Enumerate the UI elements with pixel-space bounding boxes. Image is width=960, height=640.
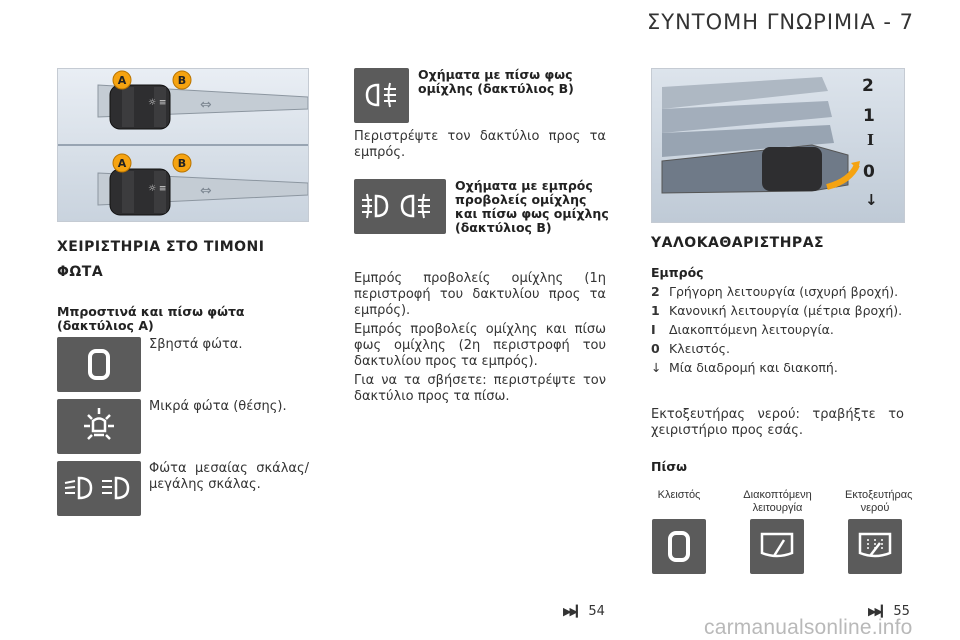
sidelights-text: Μικρά φώτα (θέσης). [149,399,287,414]
steering-controls-title: ΧΕΙΡΙΣΤΗΡΙΑ ΣΤΟ ΤΙΜΟΝΙ [57,239,265,255]
intermittent-wiper-icon [750,519,804,574]
front-rear-fog-icon [354,179,446,234]
low-high-beam-icon [57,461,141,516]
front-rear-lights-heading: Μπροστινά και πίσω φώτα (δακτύλιος Α) [57,304,245,333]
svg-text:⇔: ⇔ [200,97,212,113]
ring-b-badge [173,71,191,89]
rear-fog-heading: Οχήματα με πίσω φως ομίχλης (δακτύλιος Β) [418,67,574,96]
rear-wiper-heading: Πίσω [651,459,687,474]
front-wipers-heading: Εμπρός [651,265,704,280]
rear-label-off: Κλειστός [657,489,701,501]
list-item: I Διακοπτόμενη λειτουργία. [651,322,834,337]
arrow-down-icon: ↓ [865,191,878,209]
svg-text:A: A [117,157,127,170]
wipers-title: ΥΑΛΟΚΑΘΑΡΙΣΤΗΡΑΣ [651,235,825,251]
list-item: 1 Κανονική λειτουργία (μέτρια βροχή). [651,303,903,318]
svg-text:B: B [177,157,187,170]
washer-text: Εκτοξευτήρας νερού: τραβήξτε το χειριστήριο προς εσάς. [651,407,904,438]
ring-b-badge [173,154,191,172]
wiper-pos-0: 0 [863,162,875,182]
page-reference-55[interactable]: ▶▶▎ 55 [868,604,910,619]
svg-text:☼ ≡: ☼ ≡ [148,184,167,194]
low-high-beam-text: Φώτα μεσαίας σκάλας/ μεγάλης σκάλας. [149,461,309,492]
svg-text:B: B [177,74,187,87]
rear-fog-icon [354,68,409,123]
watermark: carmanualsonline.info [704,616,913,639]
fog-paragraph: Εμπρός προβολείς ομίχλης (1η περιστροφή του δακτυλίου προς τα εμπρός). [354,271,606,318]
lights-off-icon [57,337,141,392]
rear-label-intermittent: Διακοπτόμενη λειτουργία [743,489,812,514]
svg-text:☼ ≡: ☼ ≡ [148,98,167,108]
page-reference-54[interactable]: ▶▶▎ 54 [563,604,605,619]
list-item: 0 Κλειστός. [651,341,730,356]
ring-a-badge [113,154,131,172]
front-wiper-list [651,282,911,377]
svg-text:⇔: ⇔ [200,183,212,199]
front-rear-fog-heading: Οχήματα με εμπρός προβολείς ομίχλης και πίσω φως ομίχλης (δακτύλιος Β) [455,178,609,235]
list-item: 2 Γρήγορη λειτουργία (ισχυρή βροχή). [651,284,899,299]
lights-off-text: Σβηστά φώτα. [149,337,243,352]
front-rear-fog-text [354,271,606,408]
washer-icon [848,519,902,574]
ring-a-badge [113,71,131,89]
off-icon [652,519,706,574]
fog-paragraph: Για να τα σβήσετε: περιστρέψτε τον δακτύλιο προς τα πίσω. [354,373,606,404]
wiper-pos-1: 1 [863,106,875,126]
wiper-pos-i: I [867,131,875,149]
page-header: ΣΥΝΤΟΜΗ ΓΝΩΡΙΜΙΑ - 7 [646,10,914,34]
wiper-pos-2: 2 [862,76,874,96]
svg-text:A: A [117,74,127,87]
next-page-icon: ▶▶▎ [563,605,583,618]
lights-title: ΦΩΤΑ [57,264,104,280]
sidelights-icon [57,399,141,454]
rear-label-washer: Εκτοξευτήρας νερού [845,489,913,514]
wiper-stalk-photo [651,68,905,223]
lighting-stalk-photo [57,68,309,222]
next-page-icon: ▶▶▎ [868,605,888,618]
arrow-down-icon: ↓ [651,360,662,375]
fog-paragraph: Εμπρός προβολείς ομίχλης και πίσω φως ομίχλης (2η περιστροφή του δακτυλίου προς τα εμπρός). [354,322,606,369]
rear-fog-text: Περιστρέψτε τον δακτύλιο προς τα εμπρός. [354,129,606,160]
list-item: ↓ Μία διαδρομή και διακοπή. [651,360,838,375]
